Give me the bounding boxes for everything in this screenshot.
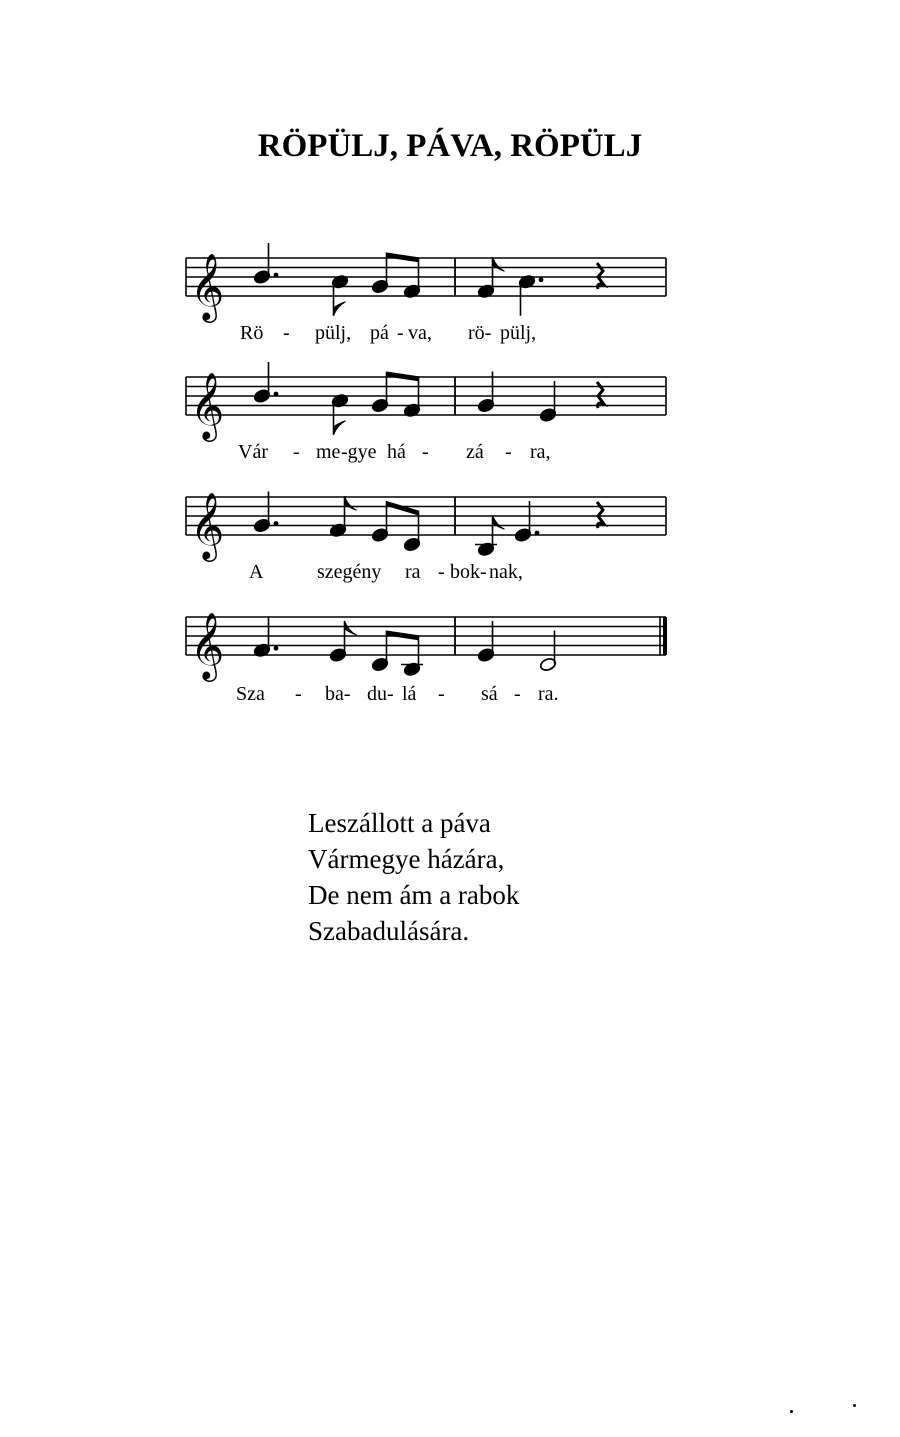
final-barline-thick [663,617,667,655]
lyric-syllable: nak, [489,561,523,583]
notehead [403,537,421,552]
lyric-hyphen: - [514,683,521,705]
lyric-hyphen: - [397,322,404,344]
scan-speck [790,1410,793,1413]
lyric-syllable: sá [481,683,498,705]
lyric-syllable: há [387,441,406,463]
treble-clef-icon: 𝄞 [190,611,225,679]
lyric-syllable: ra, [530,441,551,463]
augmentation-dot [539,277,544,282]
lyric-syllable: ra [405,561,421,583]
note-flag [345,496,357,510]
treble-clef-icon: 𝄞 [190,252,225,320]
note-beam [387,501,419,516]
treble-clef-icon: 𝄞 [190,371,225,439]
verse-line: Szabadulására. [308,916,470,946]
notehead [518,274,536,289]
notehead [403,403,421,418]
augmentation-dot [535,531,540,536]
notehead [371,279,389,294]
notehead [477,542,495,557]
verse-line: Vármegye házára, [308,844,505,874]
notehead [329,523,347,538]
notehead [477,398,495,413]
lyric-syllable: du- [367,683,394,705]
verse-line: Leszállott a páva [308,808,491,838]
notehead [371,657,389,672]
lyric-syllable: bok- [450,561,487,583]
notehead [403,662,421,677]
notehead [253,388,271,403]
notehead [539,407,557,422]
notehead [253,643,271,658]
lyric-syllable: szegény [317,561,382,583]
quarter-rest-icon [597,502,604,528]
lyric-syllable: va, [408,322,432,344]
notehead [514,527,532,542]
lyric-syllable: pülj, [315,322,352,344]
quarter-rest-icon [597,263,604,289]
verse-text [308,805,519,949]
lyric-syllable: ba- [325,683,351,705]
lyric-syllable: Vár [238,441,268,463]
note-flag [334,302,346,316]
note-beam [387,372,419,382]
note-flag [345,621,357,635]
notehead [477,647,495,662]
verse-line: De nem ám a rabok [308,880,520,910]
lyric-syllable: ra. [538,683,559,705]
note-flag [493,257,505,271]
notehead [371,527,389,542]
notehead [331,274,349,289]
augmentation-dot [274,521,279,526]
scan-speck [853,1404,856,1407]
lyric-hyphen: - [295,683,302,705]
notehead [539,657,557,672]
notehead [253,269,271,284]
lyric-hyphen: - [505,441,512,463]
augmentation-dot [274,646,279,651]
notehead [329,647,347,662]
lyric-syllable: zá [466,441,484,463]
note-beam [387,253,419,263]
notehead [403,284,421,299]
lyric-syllable: rö- [468,322,492,344]
note-flag [493,515,505,529]
lyric-hyphen: - [422,441,429,463]
lyric-syllable: Sza [236,683,265,705]
note-flag [334,421,346,435]
lyric-syllable: pá [370,322,389,344]
augmentation-dot [274,273,279,278]
lyric-hyphen: - [293,441,300,463]
notehead [371,398,389,413]
notehead [253,518,271,533]
lyric-syllable: me [316,441,341,463]
quarter-rest-icon [597,382,604,408]
augmentation-dot [274,392,279,397]
song-title: RÖPÜLJ, PÁVA, RÖPÜLJ [257,128,643,164]
lyric-syllable: -gye [341,441,377,463]
lyric-hyphen: - [438,561,445,583]
lyric-syllable: lá [402,683,417,705]
notehead [477,284,495,299]
lyric-syllable: Rö [240,322,264,344]
note-beam [387,631,419,641]
lyric-hyphen: - [438,683,445,705]
lyric-syllable: pülj, [500,322,537,344]
notehead [331,393,349,408]
treble-clef-icon: 𝄞 [190,491,225,559]
lyric-hyphen: - [283,322,290,344]
lyric-syllable: A [249,561,264,583]
